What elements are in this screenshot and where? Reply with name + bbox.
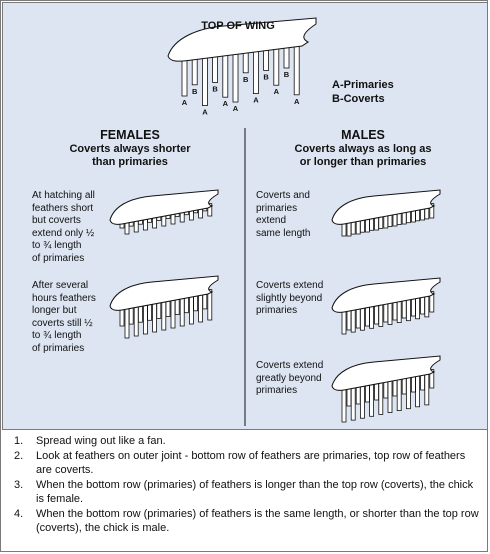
primaries-label: A bbox=[253, 95, 259, 105]
caption-line: to ¾ length bbox=[32, 330, 82, 341]
caption-line: of primaries bbox=[32, 342, 85, 354]
females-subtitle-2: than primaries bbox=[92, 156, 168, 168]
males-title: MALES bbox=[341, 128, 385, 142]
coverts-label: B bbox=[283, 70, 290, 79]
step-text: When the bottom row (primaries) of feathers is longer than the top row (coverts), the chick is female. bbox=[36, 478, 474, 505]
coverts-label: B bbox=[242, 74, 249, 84]
step-text: Spread wing out like a fan. bbox=[36, 435, 166, 447]
covert-feather bbox=[264, 48, 269, 70]
instruction-step bbox=[14, 507, 480, 536]
covert-feather bbox=[284, 46, 289, 68]
males-subtitle-2: or longer than primaries bbox=[299, 156, 427, 168]
primaries-label: A bbox=[222, 99, 229, 109]
male-case-3-caption bbox=[256, 360, 340, 398]
caption-line: primaries bbox=[256, 385, 298, 396]
male-wing-slightly-beyond bbox=[332, 278, 440, 334]
caption-line: extend only ½ bbox=[32, 227, 95, 239]
caption-line: At hatching all bbox=[32, 190, 95, 201]
step-text: Look at feathers on outer joint - bottom row of feathers are primaries, top row of feathers are coverts. bbox=[36, 449, 466, 476]
caption-line: greatly beyond bbox=[256, 372, 322, 384]
caption-line: Coverts extend bbox=[256, 280, 324, 291]
covert-feather bbox=[213, 54, 218, 82]
male-case-2-caption bbox=[256, 280, 340, 318]
primary-feather bbox=[294, 45, 299, 95]
top-wing-title: TOP OF WING bbox=[201, 20, 275, 32]
caption-line: extend bbox=[256, 215, 287, 226]
caption-line: longer but bbox=[32, 305, 77, 316]
caption-line: same length bbox=[256, 227, 311, 239]
legend bbox=[332, 78, 442, 106]
caption-line: to ¾ length bbox=[32, 240, 82, 251]
females-title: FEMALES bbox=[100, 128, 160, 142]
step-number: 4. bbox=[14, 507, 24, 520]
step-number: 1. bbox=[14, 435, 24, 447]
primaries-label: A bbox=[202, 107, 208, 117]
covert-feather bbox=[243, 51, 248, 73]
legend-primaries: A-Primaries bbox=[332, 79, 394, 91]
caption-line: hours feathers bbox=[32, 292, 96, 304]
male-wing-greatly-beyond bbox=[332, 356, 440, 422]
primaries-label: A bbox=[273, 87, 280, 97]
female-case-2-caption bbox=[32, 280, 116, 355]
top-wing-diagram bbox=[168, 18, 316, 117]
primary-feather bbox=[202, 56, 207, 106]
males-subtitle-1: Coverts always as long as bbox=[294, 143, 432, 155]
female-wing-hatching bbox=[110, 190, 218, 234]
instruction-step bbox=[14, 434, 480, 449]
female-case-1-caption bbox=[32, 190, 116, 265]
instruction-list bbox=[14, 434, 480, 536]
male-case-1-caption bbox=[256, 190, 336, 240]
males-heading bbox=[250, 127, 476, 169]
primaries-label: A bbox=[181, 98, 188, 107]
primary-feather bbox=[182, 58, 187, 96]
primary-feather bbox=[233, 52, 238, 102]
coverts-label: B bbox=[191, 86, 198, 96]
coverts-label: B bbox=[212, 84, 218, 94]
step-number: 2. bbox=[14, 449, 24, 462]
legend-coverts: B-Coverts bbox=[332, 93, 385, 105]
females-subtitle-1: Coverts always shorter bbox=[69, 143, 191, 155]
primary-feather bbox=[223, 53, 228, 97]
caption-line: After several bbox=[32, 280, 89, 291]
female-wing-after-hours bbox=[110, 276, 218, 338]
covert-feather bbox=[192, 57, 197, 85]
male-wing-same-length bbox=[332, 190, 440, 236]
caption-line: Coverts extend bbox=[256, 360, 324, 371]
caption-line: feathers short bbox=[32, 202, 94, 214]
caption-line: slightly beyond bbox=[256, 292, 323, 304]
step-text: When the bottom row (primaries) of feathers is the same length, or shorter than the top row (coverts), the chick is male. bbox=[36, 507, 479, 534]
primary-feather bbox=[274, 47, 279, 85]
caption-line: coverts still ½ bbox=[32, 317, 93, 329]
coverts-label: B bbox=[263, 72, 269, 82]
step-number: 3. bbox=[14, 478, 24, 491]
instruction-step bbox=[14, 449, 480, 478]
caption-line: but coverts bbox=[32, 215, 81, 226]
caption-line: primaries bbox=[256, 305, 298, 316]
primary-feather bbox=[253, 50, 258, 94]
primaries-label: A bbox=[232, 104, 239, 113]
caption-line: of primaries bbox=[32, 252, 85, 264]
caption-line: Coverts and bbox=[256, 190, 310, 201]
caption-line: primaries bbox=[256, 202, 298, 214]
instruction-step bbox=[14, 478, 480, 507]
females-heading bbox=[20, 127, 240, 169]
primaries-label: A bbox=[293, 96, 300, 106]
